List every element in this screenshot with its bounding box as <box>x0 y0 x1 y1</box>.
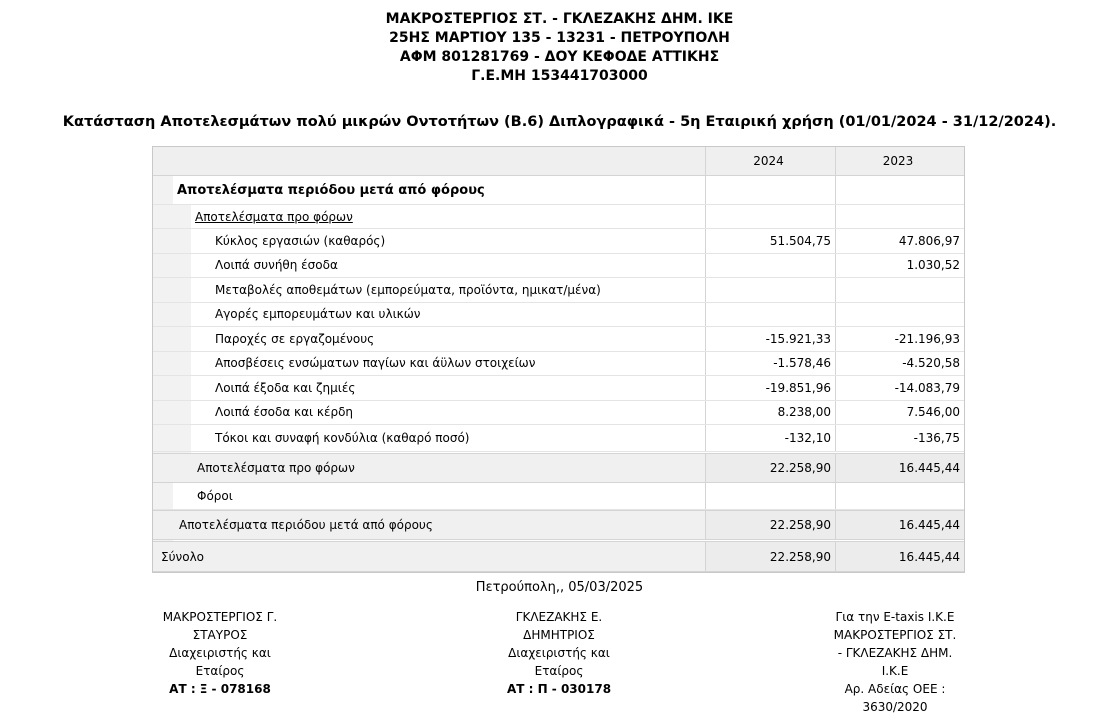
value-2023 <box>835 483 964 509</box>
signature-line: - ΓΚΛΕΖΑΚΗΣ ΔΗΜ. <box>837 646 953 660</box>
signature-block-1 <box>120 608 320 698</box>
table-row <box>153 327 964 352</box>
grand-total-row <box>153 541 964 572</box>
signature-line: ΣΤΑΥΡΟΣ <box>192 628 248 642</box>
posttax-total-row <box>153 510 964 540</box>
company-name: ΜΑΚΡΟΣΤΕΡΓΙΟΣ ΣΤ. - ΓΚΛΕΖΑΚΗΣ ΔΗΜ. ΙΚΕ <box>385 11 734 27</box>
company-gemi: Γ.Ε.ΜΗ 153441703000 <box>471 68 648 84</box>
pretax-total-row <box>153 453 964 483</box>
table-row <box>153 376 964 401</box>
taxes-row <box>153 483 964 510</box>
section-row <box>153 176 964 205</box>
table-row <box>153 352 964 377</box>
place-date: Πετρούπολη,, 05/03/2025 <box>475 580 644 595</box>
signature-line: ΜΑΚΡΟΣΤΕΡΓΙΟΣ Γ. <box>162 610 278 624</box>
value-2024 <box>705 483 835 509</box>
row-label: Παροχές σε εργαζομένους <box>215 331 375 346</box>
row-label: Αποτελέσματα προ φόρων <box>197 461 355 475</box>
value-2024: 22.258,90 <box>705 542 835 571</box>
signature-id: ΑΤ : Ξ - 078168 <box>169 682 271 696</box>
row-label: Λοιπά έξοδα και ζημιές <box>215 380 356 395</box>
value-2024: 22.258,90 <box>705 454 835 482</box>
row-label: Αποσβέσεις ενσώματων παγίων και άϋλων στοιχείων <box>215 356 536 371</box>
company-header <box>0 10 1119 86</box>
column-header-2024: 2024 <box>705 147 835 175</box>
table-header <box>153 147 964 176</box>
signature-line: ΓΚΛΕΖΑΚΗΣ Ε. <box>515 610 603 624</box>
signature-line: Ι.Κ.Ε <box>881 664 909 678</box>
value-2024: 22.258,90 <box>705 511 835 539</box>
cell-empty <box>835 205 964 228</box>
income-statement-table <box>152 146 965 573</box>
report-title: Κατάσταση Αποτελεσμάτων πολύ μικρών Οντοτήτων (Β.6) Διπλογραφικά - 5η Εταιρική χρήση (01/01/2024 - 31/12/2024). <box>62 114 1057 130</box>
signature-id: ΑΤ : Π - 030178 <box>506 682 612 696</box>
company-tax-id: ΑΦΜ 801281769 - ΔΟΥ ΚΕΦΟΔΕ ΑΤΤΙΚΗΣ <box>399 49 720 65</box>
subsection-title: Αποτελέσματα προ φόρων <box>195 209 353 224</box>
row-label: Σύνολο <box>161 549 205 564</box>
cell-empty <box>835 176 964 204</box>
value-2023: -4.520,58 <box>835 352 964 376</box>
table-row <box>153 401 964 426</box>
signature-line: Εταίρος <box>534 664 584 678</box>
cell-empty <box>705 205 835 228</box>
table-row <box>153 229 964 254</box>
table-row <box>153 278 964 303</box>
value-2023 <box>835 278 964 302</box>
table-row <box>153 425 964 452</box>
signature-line: Αρ. Αδείας ΟΕΕ : <box>844 682 946 696</box>
value-2024: -19.851,96 <box>705 376 835 400</box>
company-address: 25ΗΣ ΜΑΡΤΙΟΥ 135 - 13231 - ΠΕΤΡΟΥΠΟΛΗ <box>389 30 730 46</box>
row-label: Τόκοι και συναφή κονδύλια (καθαρό ποσό) <box>215 431 470 445</box>
cell-empty <box>705 176 835 204</box>
value-2023: 16.445,44 <box>835 454 964 482</box>
signature-line: Για την E-taxis Ι.Κ.Ε <box>835 610 955 624</box>
value-2023: 16.445,44 <box>835 542 964 571</box>
signature-line: Διαχειριστής και <box>508 646 610 660</box>
value-2024: 51.504,75 <box>705 229 835 253</box>
signature-license: 3630/2020 <box>862 700 928 714</box>
signature-line: Διαχειριστής και <box>169 646 271 660</box>
value-2023: 1.030,52 <box>835 254 964 278</box>
value-2024 <box>705 254 835 278</box>
row-label: Λοιπά συνήθη έσοδα <box>215 258 338 273</box>
table-row <box>153 303 964 328</box>
signature-block-3 <box>795 608 995 716</box>
value-2024: -1.578,46 <box>705 352 835 376</box>
row-label: Λοιπά έσοδα και κέρδη <box>215 405 354 420</box>
signature-line: ΜΑΚΡΟΣΤΕΡΓΙΟΣ ΣΤ. <box>833 628 957 642</box>
value-2023 <box>835 303 964 327</box>
section-title: Αποτελέσματα περιόδου μετά από φόρους <box>177 182 485 198</box>
row-label: Φόροι <box>197 489 233 503</box>
value-2023: -21.196,93 <box>835 327 964 351</box>
row-label: Μεταβολές αποθεμάτων (εμπορεύματα, προϊόντα, ημικατ/μένα) <box>215 282 601 297</box>
value-2023: 47.806,97 <box>835 229 964 253</box>
value-2024 <box>705 278 835 302</box>
table-row <box>153 254 964 279</box>
signature-line: Εταίρος <box>195 664 245 678</box>
value-2024: 8.238,00 <box>705 401 835 425</box>
subsection-row <box>153 205 964 229</box>
column-header-2023: 2023 <box>835 147 964 175</box>
value-2024: -15.921,33 <box>705 327 835 351</box>
row-label: Αποτελέσματα περιόδου μετά από φόρους <box>179 518 433 532</box>
value-2023: 16.445,44 <box>835 511 964 539</box>
row-label: Κύκλος εργασιών (καθαρός) <box>215 233 386 248</box>
value-2024 <box>705 303 835 327</box>
signature-line: ΔΗΜΗΤΡΙΟΣ <box>523 628 595 642</box>
value-2023: -136,75 <box>835 425 964 451</box>
value-2023: 7.546,00 <box>835 401 964 425</box>
value-2023: -14.083,79 <box>835 376 964 400</box>
value-2024: -132,10 <box>705 425 835 451</box>
row-label: Αγορές εμπορευμάτων και υλικών <box>215 307 421 322</box>
signature-block-2 <box>459 608 659 698</box>
